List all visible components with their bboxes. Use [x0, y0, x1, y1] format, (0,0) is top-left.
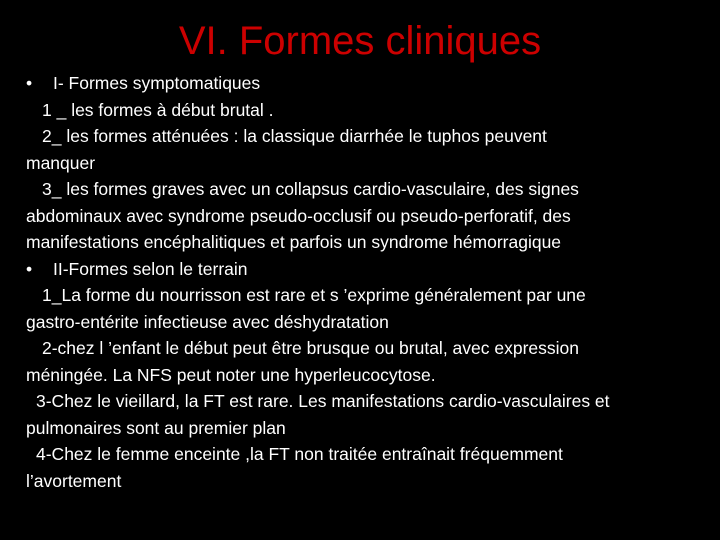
text-line: 4-Chez le femme enceinte ,la FT non traitée entraînait fréquemment — [36, 444, 563, 464]
slide-title: VI. Formes cliniques — [178, 19, 542, 63]
text-line: gastro-entérite infectieuse avec déshydratation — [26, 311, 389, 332]
bullet-line-formes-terrain — [26, 256, 706, 283]
text-line: 1_La forme du nourrisson est rare et s ’exprime généralement par une — [42, 285, 586, 305]
text-line: manquer — [26, 152, 96, 173]
heading-formes-symptomatiques: I- Formes symptomatiques — [53, 73, 261, 93]
slide-body — [26, 70, 706, 494]
heading-formes-terrain: II-Formes selon le terrain — [53, 258, 248, 279]
text-line: 2_ les formes atténuées : la classique diarrhée le tuphos peuvent — [42, 126, 547, 146]
text-line: pulmonaires sont au premier plan — [26, 417, 286, 438]
text-line: abdominaux avec syndrome pseudo-occlusif ou pseudo-perforatif, des — [26, 205, 571, 226]
text-line: 1 _ les formes à début brutal . — [42, 99, 274, 120]
text-line: méningée. La NFS peut noter une hyperleucocytose. — [26, 364, 436, 385]
text-line: 3_ les formes graves avec un collapsus cardio-vasculaire, des signes — [42, 179, 579, 199]
text-line: 3-Chez le vieillard, la FT est rare. Les manifestations cardio-vasculaires et — [36, 391, 610, 411]
bullet-line-formes-symptomatiques — [26, 70, 706, 97]
text-line: manifestations encéphalitiques et parfois un syndrome hémorragique — [26, 232, 562, 252]
text-line: l’avortement — [26, 470, 122, 491]
text-line: 2-chez l ’enfant le début peut être brusque ou brutal, avec expression — [42, 338, 580, 358]
bullet-icon: • — [26, 258, 33, 279]
bullet-icon: • — [26, 73, 33, 93]
